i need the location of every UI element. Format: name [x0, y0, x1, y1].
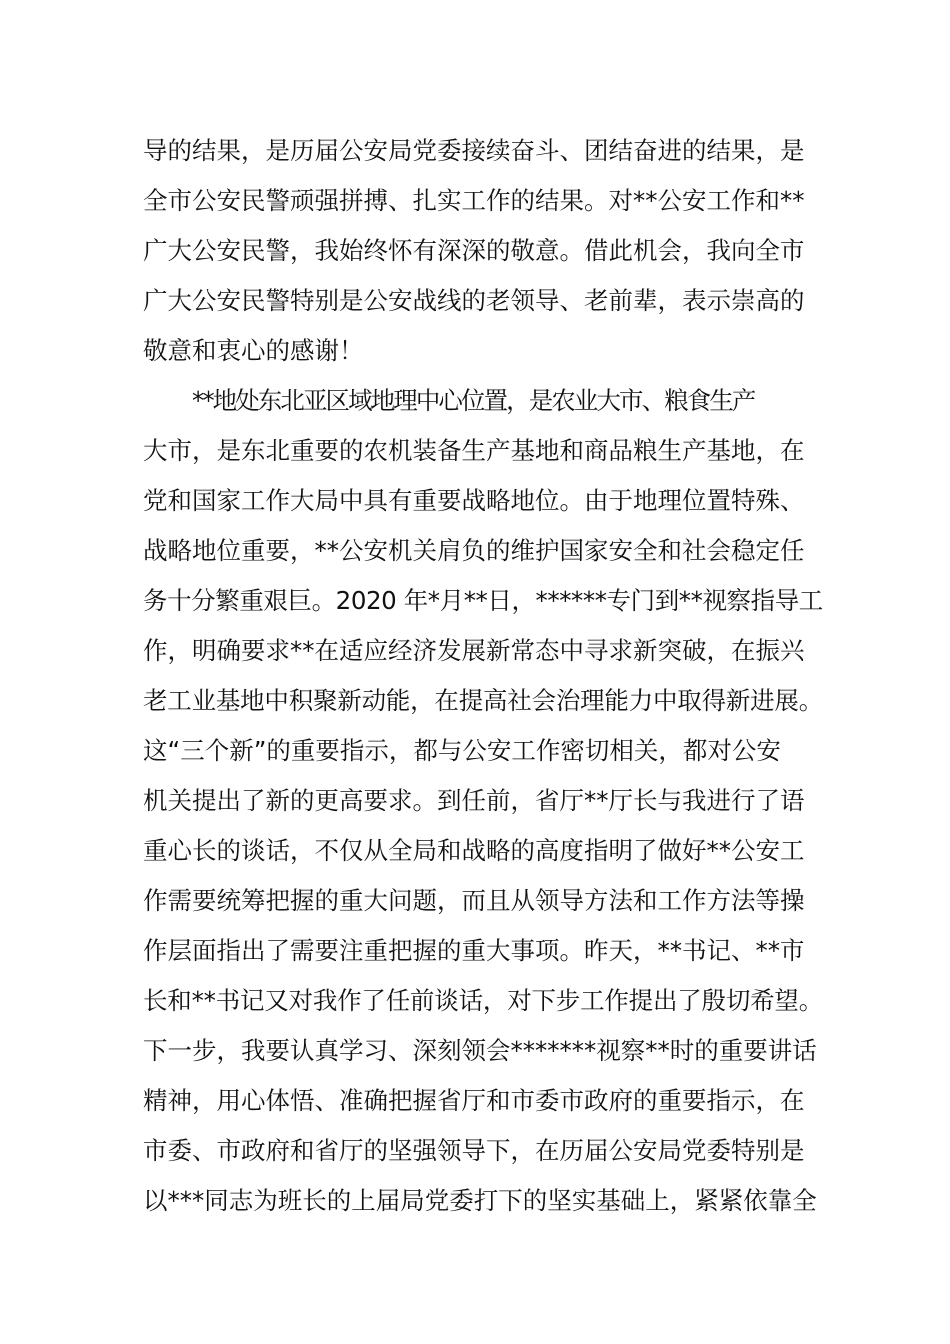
text-line: 大市，是东北重要的农机装备生产基地和商品粮生产基地，在 [143, 436, 805, 465]
text-line: 广大公安民警，我始终怀有深深的敬意。借此机会，我向全市 [143, 236, 805, 265]
text-line: 作，明确要求**在适应经济发展新常态中寻求新突破，在振兴 [143, 636, 805, 665]
text-line: 战略地位重要，**公安机关肩负的维护国家安全和社会稳定任 [143, 536, 805, 565]
text-line: 务十分繁重艰巨。2020 年*月**日，******专门到**视察指导工 [143, 586, 823, 615]
paragraph-first-line: **地处东北亚区域地理中心位置，是农业大市、粮食生产 [192, 386, 755, 415]
text-line: 下一步，我要认真学习、深刻领会*******视察**时的重要讲话 [143, 1036, 817, 1065]
text-line: 导的结果，是历届公安局党委接续奋斗、团结奋进的结果，是 [143, 136, 805, 165]
text-line: 党和国家工作大局中具有重要战略地位。由于地理位置特殊、 [143, 486, 805, 515]
text-line: 精神，用心体悟、准确把握省厅和市委市政府的重要指示，在 [143, 1086, 805, 1115]
text-line: 重心长的谈话，不仅从全局和战略的高度指明了做好**公安工 [143, 836, 805, 865]
text-line: 这“三个新”的重要指示，都与公安工作密切相关，都对公安 [143, 736, 781, 765]
text-line: 敬意和衷心的感谢！ [143, 336, 364, 365]
text-line: 长和**书记又对我作了任前谈话，对下步工作提出了殷切希望。 [143, 986, 823, 1015]
text-line: 老工业基地中积聚新动能，在提高社会治理能力中取得新进展。 [143, 686, 823, 715]
text-line: 作层面指出了需要注重把握的重大事项。昨天，**书记、**市 [143, 936, 805, 965]
text-line: 全市公安民警顽强拼搏、扎实工作的结果。对**公安工作和** [143, 186, 805, 215]
text-line: 作需要统筹把握的重大问题，而且从领导方法和工作方法等操 [143, 886, 805, 915]
text-line: 市委、市政府和省厅的坚强领导下，在历届公安局党委特别是 [143, 1136, 805, 1165]
text-line: 以***同志为班长的上届局党委打下的坚实基础上，紧紧依靠全 [143, 1186, 817, 1215]
text-line: 广大公安民警特别是公安战线的老领导、老前辈，表示崇高的 [143, 286, 805, 315]
text-line: 机关提出了新的更高要求。到任前，省厅**厅长与我进行了语 [143, 786, 805, 815]
